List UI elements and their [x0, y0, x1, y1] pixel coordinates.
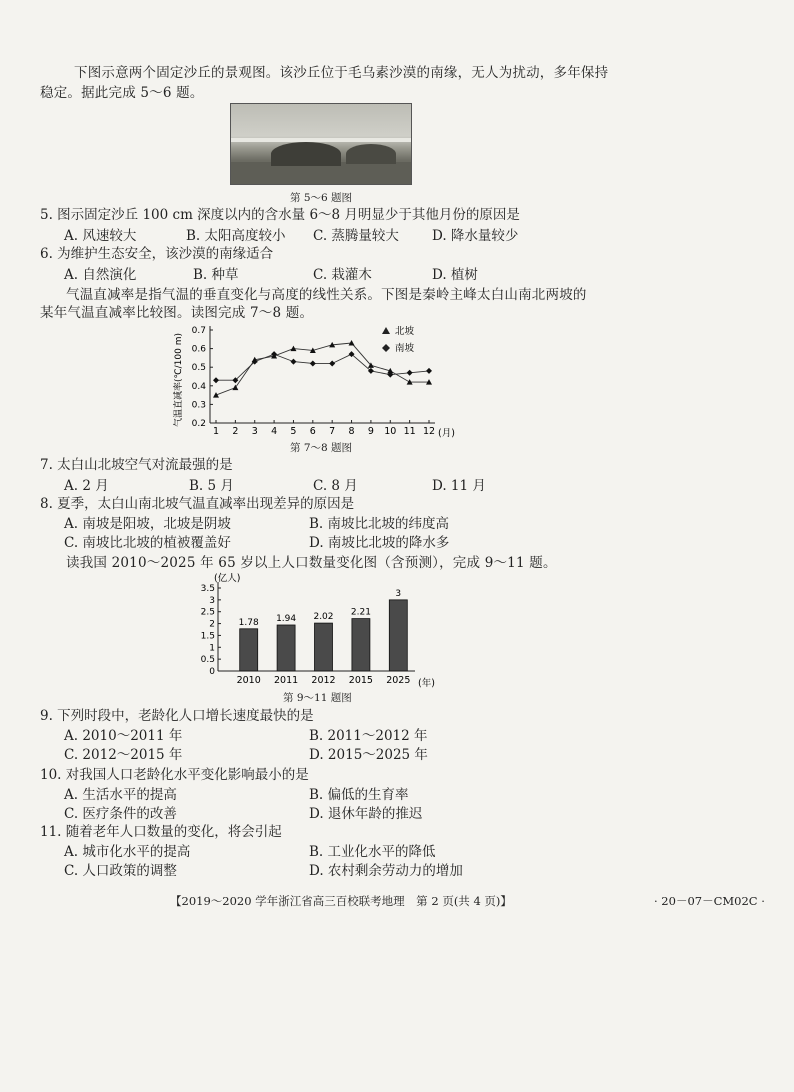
question-5-option-a[interactable]: A. 风速较大 — [64, 228, 137, 244]
bar-chart-y-tick-label: 3 — [209, 595, 215, 606]
bar-2015 — [352, 619, 370, 671]
legend-north-label: 北坡 — [395, 326, 415, 337]
line-chart-y-tick-label: 0.2 — [191, 419, 206, 429]
question-7-option-a[interactable]: A. 2 月 — [64, 478, 109, 494]
line-chart-y-tick-label: 0.3 — [191, 400, 206, 411]
south-slope-point — [310, 360, 316, 366]
bar-chart-y-unit: (亿人) — [214, 573, 241, 584]
intro-7-8-line2: 某年气温直减率比较图。读图完成 7～8 题。 — [40, 305, 314, 321]
question-5-option-d[interactable]: D. 降水量较少 — [432, 228, 519, 244]
question-11-option-a[interactable]: A. 城市化水平的提高 — [64, 844, 191, 860]
line-chart-x-axis-unit: (月) — [438, 428, 455, 439]
line-chart-y-tick-label: 0.6 — [191, 344, 206, 355]
south-slope-point — [329, 360, 335, 366]
line-chart-x-tick-label: 11 — [403, 426, 416, 437]
question-5-option-c[interactable]: C. 蒸腾量较大 — [313, 228, 399, 244]
north-slope-point — [213, 392, 219, 398]
line-chart-x-tick-label: 4 — [271, 426, 278, 437]
south-slope-point — [290, 359, 296, 365]
line-chart-y-tick-label: 0.7 — [191, 326, 206, 336]
question-7-option-d[interactable]: D. 11 月 — [432, 478, 486, 494]
bar-category-label: 2012 — [311, 675, 336, 686]
elderly-population-bar-chart — [190, 570, 450, 690]
line-chart-x-tick-label: 7 — [329, 426, 336, 437]
south-slope-point — [426, 368, 432, 374]
question-6-option-c[interactable]: C. 栽灌木 — [313, 267, 372, 283]
bar-category-label: 2015 — [348, 675, 373, 686]
legend-north-marker — [382, 327, 390, 334]
south-slope-point — [407, 370, 413, 376]
question-6-stem: 6. 为维护生态安全，该沙漠的南缘适合 — [40, 246, 274, 262]
bar-value-label: 2.02 — [313, 612, 334, 623]
question-11-option-d[interactable]: D. 农村剩余劳动力的增加 — [309, 863, 463, 879]
line-chart-y-tick-label: 0.4 — [191, 381, 206, 392]
question-11-option-b[interactable]: B. 工业化水平的降低 — [309, 844, 436, 860]
bar-chart-y-tick-label: 1.5 — [200, 631, 215, 642]
north-slope-point — [232, 385, 238, 391]
bar-chart-y-tick-label: 0.5 — [200, 655, 215, 666]
intro-9-11-line1: 读我国 2010～2025 年 65 岁以上人口数量变化图（含预测），完成 9～11 题。 — [66, 555, 557, 571]
figure-9-11-caption: 第 9～11 题图 — [283, 692, 352, 704]
bar-value-label: 1.94 — [276, 613, 297, 624]
line-chart-x-tick-label: 5 — [290, 426, 297, 437]
question-5-stem: 5. 图示固定沙丘 100 cm 深度以内的含水量 6～8 月明显少于其他月份的原因是 — [40, 207, 520, 223]
intro-7-8-line1: 气温直减率是指气温的垂直变化与高度的线性关系。下图是秦岭主峰太白山南北两坡的 — [66, 287, 587, 303]
bar-2025 — [389, 600, 407, 671]
question-8-option-a[interactable]: A. 南坡是阳坡，北坡是阴坡 — [64, 516, 231, 532]
line-chart-y-tick-label: 0.5 — [191, 363, 206, 374]
line-chart-x-tick-label: 8 — [348, 426, 355, 437]
question-7-stem: 7. 太白山北坡空气对流最强的是 — [40, 457, 233, 473]
question-10-option-b[interactable]: B. 偏低的生育率 — [309, 787, 409, 803]
question-8-option-b[interactable]: B. 南坡比北坡的纬度高 — [309, 516, 450, 532]
line-series-south — [216, 354, 429, 380]
bar-value-label: 1.78 — [238, 617, 259, 628]
bar-category-label: 2010 — [236, 675, 261, 686]
bar-2011 — [277, 625, 295, 671]
bar-chart-y-tick-label: 0 — [209, 667, 215, 677]
bar-chart-y-tick-label: 3.5 — [200, 584, 215, 594]
figure-7-8-caption: 第 7～8 题图 — [290, 442, 353, 454]
bar-category-label: 2011 — [274, 675, 299, 686]
page-code: · 20－07－CM02C · — [654, 894, 765, 908]
line-chart-x-tick-label: 10 — [384, 426, 397, 437]
question-6-option-d[interactable]: D. 植树 — [432, 267, 478, 283]
south-slope-point — [213, 377, 219, 383]
line-chart-x-tick-label: 2 — [232, 426, 239, 437]
line-chart-y-axis-label: 气温直减率(℃/100 m) — [174, 333, 184, 427]
question-6-option-b[interactable]: B. 种草 — [193, 267, 239, 283]
question-9-stem: 9. 下列时段中，老龄化人口增长速度最快的是 — [40, 708, 314, 724]
question-9-option-a[interactable]: A. 2010～2011 年 — [64, 728, 183, 744]
bar-chart-y-tick-label: 2.5 — [200, 607, 215, 618]
bar-value-label: 2.21 — [350, 607, 371, 618]
question-8-option-c[interactable]: C. 南坡比北坡的植被覆盖好 — [64, 535, 231, 551]
bar-2012 — [315, 623, 333, 671]
page-footer: 【2019～2020 学年浙江省高三百校联考地理 第 2 页(共 4 页)】 — [170, 894, 512, 908]
question-10-option-d[interactable]: D. 退休年龄的推迟 — [309, 806, 423, 822]
figure-5-6-caption: 第 5～6 题图 — [290, 192, 353, 204]
question-5-option-b[interactable]: B. 太阳高度较小 — [186, 228, 286, 244]
legend-south-marker — [382, 344, 390, 352]
question-10-stem: 10. 对我国人口老龄化水平变化影响最小的是 — [40, 767, 309, 783]
sand-dune-photo — [230, 103, 412, 185]
bar-category-label: 2025 — [386, 675, 411, 686]
question-6-option-a[interactable]: A. 自然演化 — [64, 267, 137, 283]
bar-chart-y-tick-label: 1 — [209, 643, 215, 654]
bar-chart-x-unit: (年) — [418, 678, 435, 689]
question-9-option-b[interactable]: B. 2011～2012 年 — [309, 728, 428, 744]
intro-5-6-line1: 下图示意两个固定沙丘的景观图。该沙丘位于毛乌素沙漠的南缘，无人为扰动，多年保持 — [74, 65, 609, 81]
line-chart-x-tick-label: 9 — [367, 426, 374, 437]
bar-chart-y-tick-label: 2 — [209, 619, 215, 630]
question-8-option-d[interactable]: D. 南坡比北坡的降水多 — [309, 535, 450, 551]
question-8-stem: 8. 夏季，太白山南北坡气温直减率出现差异的原因是 — [40, 496, 355, 512]
line-chart-x-tick-label: 1 — [212, 426, 220, 437]
question-9-option-c[interactable]: C. 2012～2015 年 — [64, 747, 183, 763]
line-chart-x-tick-label: 3 — [251, 426, 258, 437]
bar-2010 — [240, 629, 258, 671]
intro-5-6-line2: 稳定。据此完成 5～6 题。 — [40, 85, 204, 101]
question-7-option-c[interactable]: C. 8 月 — [313, 478, 358, 494]
bar-value-label: 3 — [395, 588, 402, 599]
lapse-rate-line-chart — [170, 320, 470, 450]
legend-south-label: 南坡 — [395, 343, 415, 354]
question-11-option-c[interactable]: C. 人口政策的调整 — [64, 863, 177, 879]
question-10-option-c[interactable]: C. 医疗条件的改善 — [64, 806, 177, 822]
line-chart-x-tick-label: 12 — [422, 426, 436, 437]
question-11-stem: 11. 随着老年人口数量的变化，将会引起 — [40, 824, 282, 840]
line-chart-x-tick-label: 6 — [309, 426, 316, 437]
question-10-option-a[interactable]: A. 生活水平的提高 — [64, 787, 177, 803]
question-7-option-b[interactable]: B. 5 月 — [189, 478, 234, 494]
question-9-option-d[interactable]: D. 2015～2025 年 — [309, 747, 428, 763]
